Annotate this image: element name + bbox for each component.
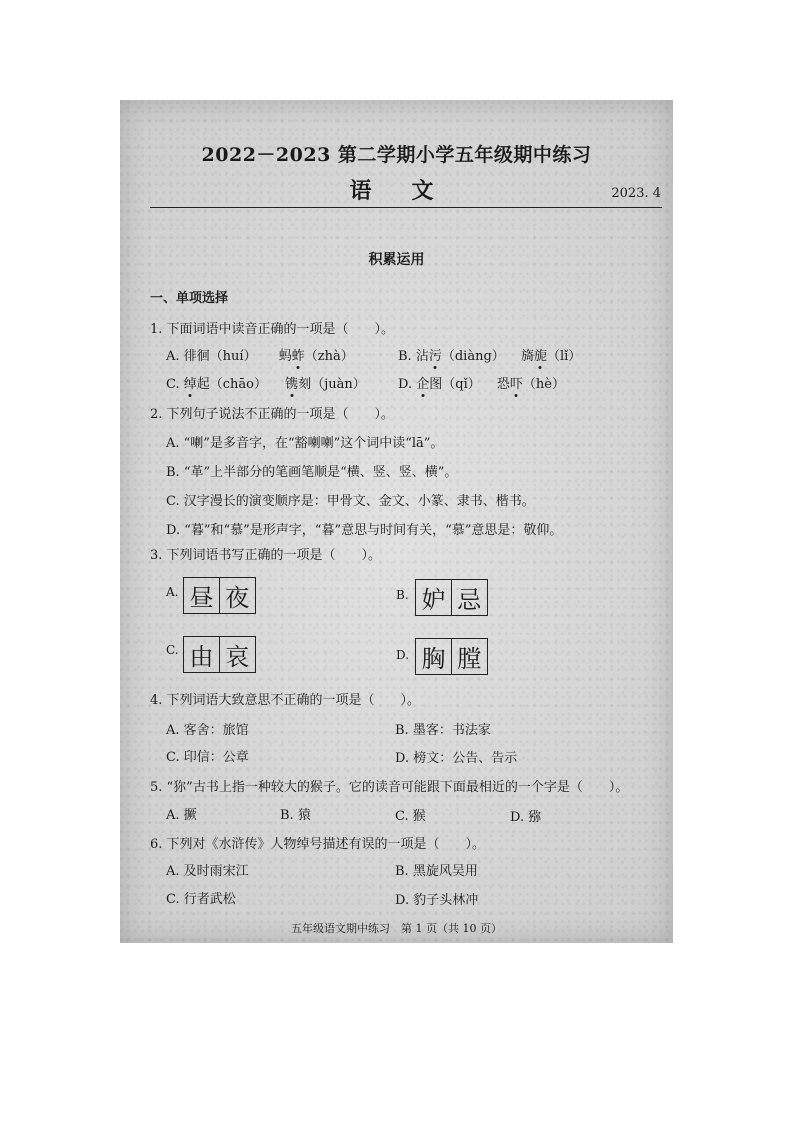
scanned-page	[120, 100, 673, 943]
q1-c-pinyin1: （chāo）	[209, 377, 268, 392]
q1-d-pinyin2: （hè）	[522, 377, 565, 392]
q1-c-word2a: 镌	[285, 377, 299, 392]
q4-option-c: C. 印信：公章	[166, 750, 249, 765]
q1-c-pinyin2: （juàn）	[311, 377, 366, 392]
q3-b-label: B.	[396, 588, 409, 602]
q3-d-char-2: 膛	[451, 638, 488, 675]
q1-option-a	[166, 345, 354, 364]
page-footer: 五年级语文期中练习 第 1 页（共 10 页）	[291, 922, 502, 935]
q3-a-char-1: 昼	[183, 577, 220, 614]
q4-option-a: A. 客舍：旅馆	[166, 723, 249, 738]
q2-option-c: C. 汉字漫长的演变顺序是：甲骨文、金文、小篆、隶书、楷书。	[166, 494, 535, 509]
q3-d-label: D.	[396, 648, 410, 662]
q4-option-d: D. 榜文：公告、告示	[395, 751, 518, 766]
q3-b-char-2: 忌	[451, 579, 488, 616]
part-title: 一、单项选择	[150, 291, 229, 306]
q3-c-char-1: 由	[183, 636, 220, 673]
q2-option-d: D. “暮”和“慕”是形声字，“暮”意思与时间有关，“慕”意思是：敬仰。	[166, 523, 563, 538]
exam-subject: 语文	[349, 178, 474, 204]
q5-option-b: B. 猿	[280, 808, 311, 823]
q5-option-a: A. 撅	[166, 808, 197, 823]
q1-d-label: D.	[398, 377, 417, 392]
q1-a-word2b: 蚱	[291, 349, 305, 364]
q1-option-b	[398, 345, 581, 364]
q3-b-char-1: 妒	[415, 579, 452, 616]
q1-b-word2b: 旎	[533, 349, 547, 364]
q2-stem: 2. 下列句子说法不正确的一项是（ ）。	[150, 407, 395, 422]
q1-b-word2a: 旖	[520, 349, 534, 364]
q3-a-grid	[183, 577, 256, 614]
header-rule	[150, 207, 662, 208]
q1-b-label: B.	[398, 349, 416, 364]
q1-b-word1a: 沾	[415, 349, 429, 364]
q1-b-word1b: 污	[428, 349, 442, 364]
q1-a-pinyin1: （huí）	[209, 349, 257, 364]
q3-d-grid	[415, 638, 488, 675]
q3-b-grid	[415, 579, 488, 616]
q1-d-pinyin1: （qǐ）	[442, 377, 481, 392]
q6-option-a: A. 及时雨宋江	[166, 864, 249, 879]
q3-stem: 3. 下列词语书写正确的一项是（ ）。	[150, 548, 382, 563]
q3-c-char-2: 哀	[219, 636, 256, 673]
q4-option-b: B. 墨客：书法家	[395, 723, 491, 738]
q1-a-word1: 徘徊	[183, 349, 210, 364]
q6-option-c: C. 行者武松	[166, 892, 236, 907]
q1-c-label: C.	[166, 377, 184, 392]
q1-option-c	[166, 373, 366, 392]
q1-b-pinyin2: （lǐ）	[546, 349, 582, 364]
q6-option-d: D. 豹子头林冲	[395, 893, 479, 908]
q4-stem: 4. 下列词语大致意思不正确的一项是（ ）。	[150, 693, 421, 708]
q1-c-word1b: 起	[196, 377, 210, 392]
exam-date: 2023. 4	[611, 186, 661, 201]
q5-option-d: D. 猕	[510, 810, 542, 825]
q5-stem: 5. “狝”古书上指一种较大的猴子。它的读音可能跟下面最相近的一个字是（ ）。	[150, 780, 629, 795]
q1-c-word1a: 绰	[183, 377, 197, 392]
q1-stem: 1. 下面词语中读音正确的一项是（ ）。	[150, 322, 395, 337]
q6-option-b: B. 黑旋风吴用	[395, 864, 478, 879]
q2-option-a: A. “喇”是多音字，在“豁喇喇”这个词中读“lā”。	[166, 436, 444, 451]
q3-a-label: A.	[166, 585, 179, 599]
exam-title: 2022－2023 第二学期小学五年级期中练习	[201, 144, 592, 166]
q1-option-d	[398, 373, 565, 392]
q1-a-word2a: 蚂	[278, 349, 292, 364]
q1-d-word2b: 吓	[509, 377, 523, 392]
section-title: 积累运用	[368, 252, 425, 268]
q3-c-grid	[183, 636, 256, 673]
q1-c-word2b: 刻	[298, 377, 312, 392]
q6-stem: 6. 下列对《水浒传》人物绰号描述有误的一项是（ ）。	[150, 837, 486, 852]
q1-a-pinyin2: （zhà）	[304, 349, 354, 364]
q3-d-char-1: 胸	[415, 638, 452, 675]
q3-c-label: C.	[166, 643, 179, 657]
q1-d-word1a: 企	[416, 377, 430, 392]
q1-b-pinyin1: （diàng）	[441, 349, 505, 364]
q1-d-word1b: 图	[429, 377, 443, 392]
q1-a-label: A.	[166, 349, 184, 364]
q3-a-char-2: 夜	[219, 577, 256, 614]
q5-option-c: C. 猴	[395, 809, 426, 824]
q1-d-word2a: 恐	[496, 377, 510, 392]
q2-option-b: B. “革”上半部分的笔画笔顺是“横、竖、竖、横”。	[166, 465, 458, 480]
